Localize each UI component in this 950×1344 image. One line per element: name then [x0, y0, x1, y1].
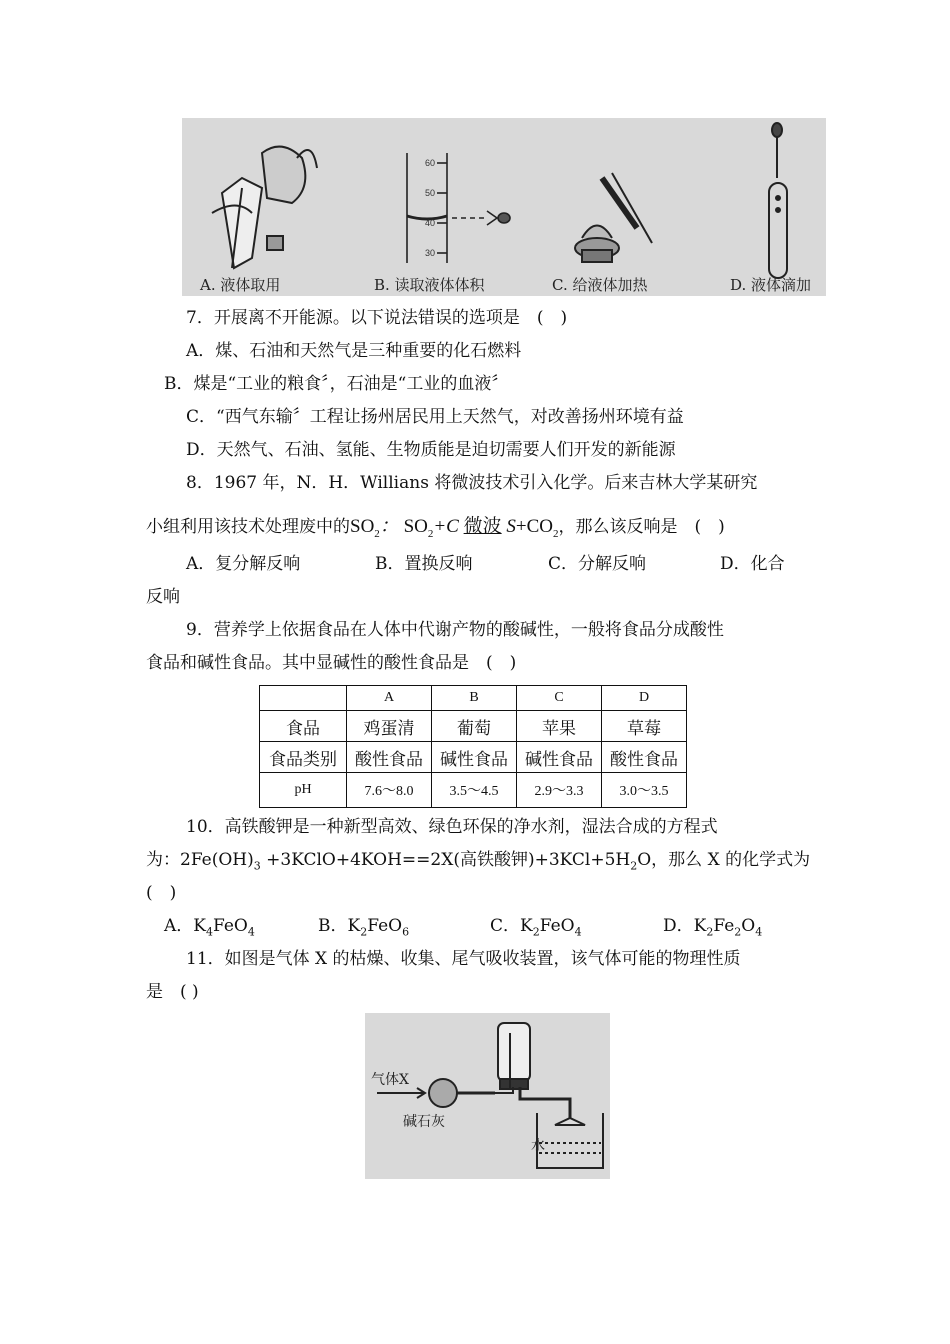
q8-option-a: A．复分解反响: [186, 554, 301, 574]
table-cell: 3.0～3.5: [602, 773, 687, 808]
table-header-cell: A: [347, 686, 432, 711]
table-cell: 苹果: [517, 711, 602, 742]
table-cell: 酸性食品: [602, 742, 687, 773]
funnel-icon: [555, 1118, 585, 1125]
table-cell: 3.5～4.5: [432, 773, 517, 808]
tick-label-30: 30: [425, 248, 436, 258]
q7-option-d: D．天然气、石油、氢能、生物质能是迫切需要人们开发的新能源: [186, 440, 676, 460]
lab-operations-drawing: [182, 118, 826, 296]
table-header-cell: [260, 686, 347, 711]
table-cell: pH: [260, 773, 347, 808]
table-cell: 葡萄: [432, 711, 517, 742]
soda-lime-label: 碱石灰: [403, 1114, 445, 1130]
table-cell: 碱性食品: [432, 742, 517, 773]
table-row: [260, 773, 687, 808]
table-header-row: [260, 686, 687, 711]
q10-option-c: C．$K_2FeO_4$: [490, 916, 582, 939]
table-cell: 食品类别: [260, 742, 347, 773]
q8-option-d: D．化合: [720, 554, 785, 574]
tick-label-40: 40: [425, 218, 436, 228]
q7-option-c: C．“西气东输〞工程让扬州居民用上天然气，对改善扬州环境有益: [186, 407, 684, 427]
heating-liquid-illustration: [575, 173, 652, 262]
graduated-cylinder-illustration: [407, 153, 510, 263]
caption-d: D. 液体滴加: [730, 276, 812, 294]
q10-option-b: B．$K_2FeO_6$: [318, 916, 410, 939]
q10-paren: ( ): [146, 883, 177, 903]
table-cell: 食品: [260, 711, 347, 742]
collecting-bottle-icon: [498, 1023, 530, 1081]
q10-equation-line: 为：$2Fe(OH)_3$ +3KClO+4KOH==2X(高铁酸钾)$+3KCl+5H_2O$，那么 X 的化学式为: [146, 850, 811, 873]
q7-stem: 7．开展离不开能源。以下说法错误的选项是 ( ): [186, 308, 568, 328]
table-header-cell: B: [432, 686, 517, 711]
gas-x-label: 气体X: [371, 1072, 409, 1088]
q9-stem-line1: 9．营养学上依据食品在人体中代谢产物的酸碱性，一般将食品分成酸性: [186, 620, 724, 640]
table-row: [260, 711, 687, 742]
q8-equation: $SO_2$： $SO_2+C$ 微波 $S+CO_2$: [350, 516, 559, 540]
pouring-liquid-illustration: [212, 147, 317, 268]
table-cell: 2.9～3.3: [517, 773, 602, 808]
q11-stem-line2: 是 ( ): [146, 982, 199, 1002]
q8-stem-line1: 8．1967 年，N．H．Willians 将微波技术引入化学。后来吉林大学某研究: [186, 473, 758, 493]
q8-stem-line2: [146, 516, 725, 545]
microwave-condition: 微波: [463, 516, 502, 537]
table-header-cell: C: [517, 686, 602, 711]
table-cell: 7.6～8.0: [347, 773, 432, 808]
tick-label-50: 50: [425, 188, 436, 198]
q11-stem-line1: 11．如图是气体 X 的枯燥、收集、尾气吸收装置，该气体可能的物理性质: [186, 949, 741, 969]
table-cell: 碱性食品: [517, 742, 602, 773]
lab-operations-figure: [182, 118, 826, 296]
gas-apparatus-figure: [365, 1013, 610, 1179]
food-ph-table: [259, 685, 687, 808]
q7-option-b: B．煤是“工业的粮食〞，石油是“工业的血液〞: [164, 374, 509, 394]
caption-b: B. 读取液体体积: [374, 276, 485, 294]
water-label: 水: [531, 1138, 545, 1154]
caption-a: A. 液体取用: [200, 276, 281, 294]
q8-stem-prefix: 小组利用该技术处理废中的: [146, 517, 350, 537]
q10-stem-line1: 10．高铁酸钾是一种新型高效、绿色环保的净水剂，湿法合成的方程式: [186, 817, 718, 837]
table-cell: 草莓: [602, 711, 687, 742]
tick-label-60: 60: [425, 158, 436, 168]
q8-option-b: B．置换反响: [375, 554, 473, 574]
q10-option-d: D．$K_2Fe_2O_4$: [663, 916, 763, 939]
q7-option-a: A．煤、石油和天然气是三种重要的化石燃料: [186, 341, 522, 361]
q8-option-d-cont: 反响: [146, 587, 180, 607]
q8-option-c: C．分解反响: [548, 554, 647, 574]
gas-apparatus-drawing: [365, 1013, 610, 1179]
drying-tube-icon: [429, 1079, 457, 1107]
table-header-cell: D: [602, 686, 687, 711]
dropper-illustration: [769, 123, 787, 278]
caption-c: C. 给液体加热: [552, 276, 648, 294]
q8-stem-suffix: ，那么该反响是 ( ): [558, 517, 725, 537]
q10-option-a: A．$K_4FeO_4$: [164, 916, 255, 939]
q9-stem-line2: 食品和碱性食品。其中显碱性的酸性食品是 ( ): [146, 653, 517, 673]
table-cell: 鸡蛋清: [347, 711, 432, 742]
table-cell: 酸性食品: [347, 742, 432, 773]
table-row: [260, 742, 687, 773]
